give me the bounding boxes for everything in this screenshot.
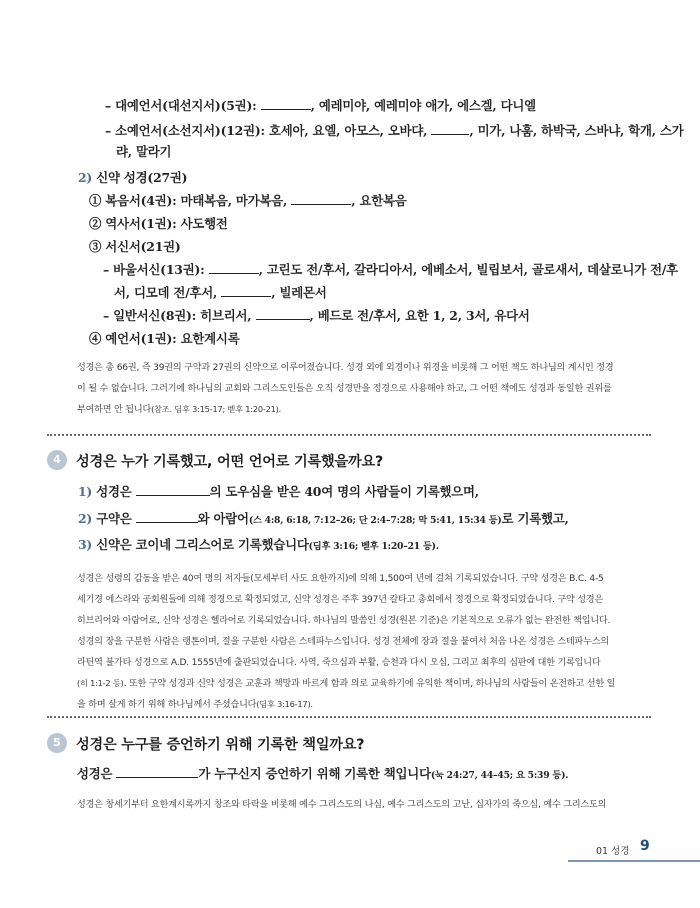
outline-major-prophets: – 대예언서(대선지서)(5권): , 예레미야, 예레미야 애가, 에스겔, 다니엘 <box>105 98 536 113</box>
outline-epistles: ③ 서신서(21권) <box>89 239 181 254</box>
section-divider <box>47 716 651 718</box>
fill-blank[interactable] <box>431 124 469 135</box>
page-number: 9 <box>640 838 650 854</box>
answer-q5: 성경은 가 누구신지 증언하기 위해 기록한 책입니다(눅 24:27, 44–45; 요 5:39 등). <box>77 766 569 781</box>
question-title: 성경은 누구를 증언하기 위해 기록한 책일까요? <box>76 737 365 753</box>
chapter-label: 01 성경 <box>596 846 630 857</box>
fill-blank[interactable] <box>116 767 198 778</box>
answer-1: 1) 성경은 의 도우심을 받은 40여 명의 사람들이 기록했으며, <box>78 484 479 499</box>
question-number-badge: 5 <box>47 733 67 753</box>
fill-blank[interactable] <box>221 286 271 297</box>
outline-minor-prophets: – 소예언서(소선지서)(12권): 호세아, 요엘, 아모스, 오바댜, , 미가, 나훔, 하박국, 스바냐, 학개, 스가 <box>105 123 684 138</box>
answer-2: 2) 구약은 와 아람어(스 4:8, 6:18, 7:12–26; 단 2:4–7:28; 막 5:41, 15:34 등)로 기록했고, <box>78 511 569 526</box>
fill-blank[interactable] <box>261 99 311 110</box>
fill-blank[interactable] <box>256 309 310 320</box>
footer-rule <box>568 860 700 862</box>
outline-gospels: ① 복음서(4권): 마태복음, 마가복음, , 요한복음 <box>89 193 407 208</box>
fill-blank[interactable] <box>291 194 351 205</box>
outline-minor-prophets-cont: 랴, 말라기 <box>116 144 172 159</box>
outline-prophecy: ④ 예언서(1권): 요한계시록 <box>89 331 240 346</box>
fill-blank[interactable] <box>209 263 259 274</box>
fill-blank[interactable] <box>136 485 210 496</box>
question-number-badge: 4 <box>47 450 67 470</box>
answer-3: 3) 신약은 코이네 그리스어로 기록했습니다(딤후 3:16; 벧후 1:20–21 등). <box>78 537 439 552</box>
outline-pauline: – 바울서신(13권): , 고린도 전/후서, 갈라디아서, 에베소서, 빌립보서, 골로새서, 데살로니가 전/후 <box>103 262 678 277</box>
outline-history: ② 역사서(1권): 사도행전 <box>89 216 228 231</box>
outline-heading-new-testament: 2) 신약 성경(27권) <box>78 170 188 185</box>
outline-pauline-cont: 서, 디모데 전/후서, , 빌레몬서 <box>114 285 327 300</box>
outline-general: – 일반서신(8권): 히브리서, , 베드로 전/후서, 요한 1, 2, 3서, 유다서 <box>103 308 530 323</box>
question-title: 성경은 누가 기록했고, 어떤 언어로 기록했을까요? <box>76 454 384 470</box>
section-divider <box>47 434 651 436</box>
fill-blank[interactable] <box>136 512 198 523</box>
